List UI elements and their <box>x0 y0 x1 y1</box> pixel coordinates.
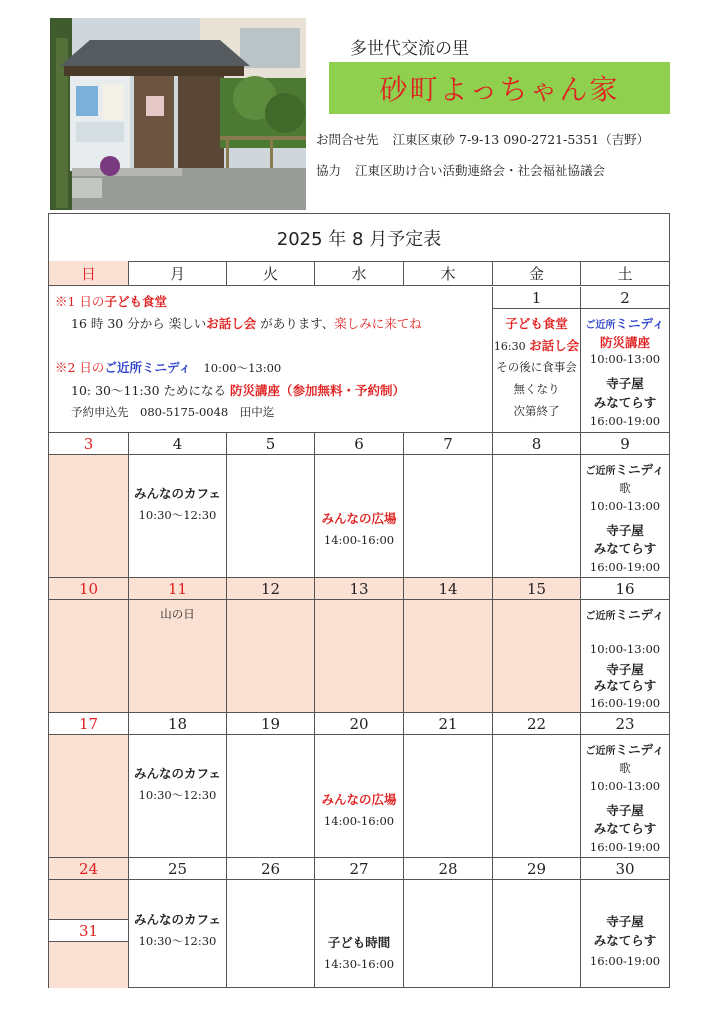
kids-time-event: 子ども時間 <box>327 935 391 950</box>
hiroba-event: みんなの広場 <box>321 792 397 807</box>
hiroba-event: みんなの広場 <box>321 511 397 526</box>
day-22: 22 <box>493 713 581 858</box>
day-30: 30 寺子屋 みなてらす 16:00-19:00 <box>581 858 669 988</box>
note-1-heading: ※1 日の子ども食堂 <box>55 294 167 309</box>
note-1-detail: 16 時 30 分から 楽しいお話し会 があります、楽しみに来てね <box>71 316 422 331</box>
day-17: 17 <box>49 713 129 858</box>
day-25: 25 みんなのカフェ 10:30〜12:30 <box>129 858 227 988</box>
day-5: 5 <box>227 433 315 578</box>
day-29: 29 <box>493 858 581 988</box>
calendar <box>48 213 670 988</box>
coop-value: 江東区助け合い活動連絡会・社会福祉協議会 <box>355 163 606 178</box>
title-banner <box>329 62 670 114</box>
day-11: 11 山の日 <box>129 578 227 713</box>
day-7: 7 <box>404 433 493 578</box>
day-16: 16 ご近所ミニディ 10:00-13:00 寺子屋 みなてらす 16:00-19:00 <box>581 578 669 713</box>
day-23: 23 ご近所ミニディ 歌 10:00-13:00 寺子屋 みなてらす 16:00-19:00 <box>581 713 669 858</box>
weekday-tue: 火 <box>227 261 315 286</box>
cooperation-line <box>316 161 605 179</box>
day-20: 20 みんなの広場 14:00-16:00 <box>315 713 404 858</box>
weekday-fri: 金 <box>493 261 581 286</box>
note-2-reservation: 予約申込先 080‐5175‐0048 田中迄 <box>71 405 275 419</box>
coop-label: 協力 <box>316 163 342 178</box>
day-9: 9 ご近所ミニディ 歌 10:00-13:00 寺子屋 みなてらす 16:00-19:00 <box>581 433 669 578</box>
day-21: 21 <box>404 713 493 858</box>
day-24-31: 24 31 <box>49 858 129 988</box>
page-title: 砂町よっちゃん家 <box>379 73 620 106</box>
notes-box <box>49 287 493 433</box>
cafe-event: みんなのカフェ <box>134 766 221 781</box>
note-2-heading: ※2 日のご近所ミニディ 10:00〜13:00 <box>55 360 282 375</box>
day-27: 27 子ども時間 14:30-16:00 <box>315 858 404 988</box>
day-8: 8 <box>493 433 581 578</box>
day-28: 28 <box>404 858 493 988</box>
day-10: 10 <box>49 578 129 713</box>
day-6: 6 みんなの広場 14:00-16:00 <box>315 433 404 578</box>
house-photo <box>50 18 306 210</box>
calendar-title: 2025 年 8 月予定表 <box>49 214 669 262</box>
subtitle: 多世代交流の里 <box>350 39 469 59</box>
weekday-wed: 水 <box>315 261 404 286</box>
weekday-sat: 土 <box>581 261 669 286</box>
day-12: 12 <box>227 578 315 713</box>
day-3: 3 <box>49 433 129 578</box>
weekday-mon: 月 <box>129 261 227 286</box>
cafe-event: みんなのカフェ <box>134 912 221 927</box>
contact-label: お問合せ先 <box>316 132 379 147</box>
day-15: 15 <box>493 578 581 713</box>
note-2-detail: 10: 30〜11:30 ためになる 防災講座（参加無料・予約制） <box>71 383 405 398</box>
contact-value: 江東区東砂 7-9-13 090-2721-5351（吉野） <box>392 132 650 147</box>
day-4: 4 みんなのカフェ 10:30〜12:30 <box>129 433 227 578</box>
day-19: 19 <box>227 713 315 858</box>
contact-line <box>316 130 649 148</box>
day-13: 13 <box>315 578 404 713</box>
cafe-event: みんなのカフェ <box>134 486 221 501</box>
holiday-label: 山の日 <box>160 607 195 621</box>
day-26: 26 <box>227 858 315 988</box>
day-14: 14 <box>404 578 493 713</box>
day-2: 2 ご近所ミニディ 防災講座 10:00-13:00 寺子屋 みなてらす 16:00-19:00 <box>581 287 669 433</box>
day-18: 18 みんなのカフェ 10:30〜12:30 <box>129 713 227 858</box>
weekday-thu: 木 <box>404 261 493 286</box>
day-1: 1 子ども食堂 16:30 お話し会 その後に食事会 無くなり 次第終了 <box>493 287 581 433</box>
weekday-sun: 日 <box>49 261 129 286</box>
